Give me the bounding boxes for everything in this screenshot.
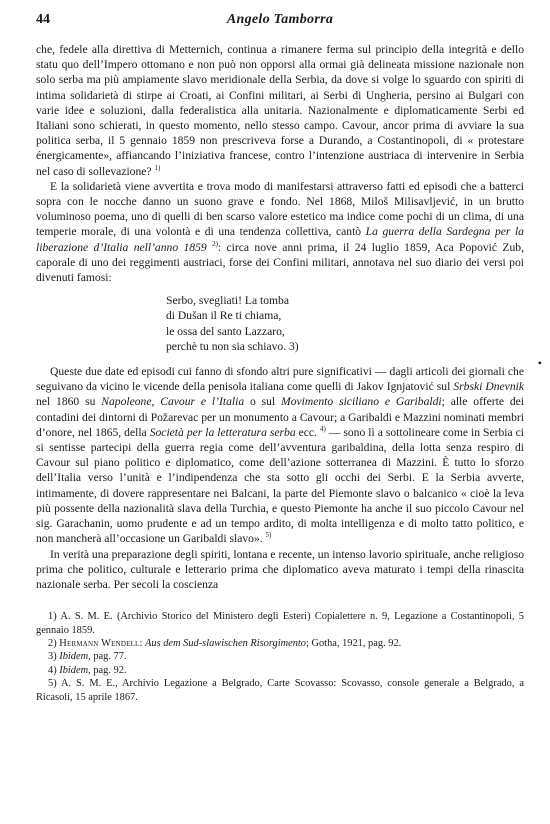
footnote [36, 650, 524, 663]
text-run: 5) A. S. M. E., Archivio Legazione a Belgrado, Carte Scovasso: Scovasso, console generale a Belgrado, a Ricasoli, 15 aprile 1867. [36, 678, 524, 703]
text-run: che, fedele alla direttiva di Metternich, continua a rimanere ferma sul principio della integrità e dello statu quo dell’Impero ottomano e non può non opporsi alla ormai già delineata missione nazionale non solo serba ma più ampiamente slavo meridionale della Serbia, da dove si volge lo sguardo con spiriti di intima solidarietà di stirpe ai Croati, ai Confini militari, ai Serbi di Ungheria, persino ai Bulgari con varie idee e soluzioni, dalla federalistica alla unitaria. Nazionalmente e diplomaticamente Serbi ed Italiani sono schierati, in questo momento, nello stesso campo. Cavour, ancor prima di avviare la sua politica serba, il 5 gennaio 1859 non prescriveva forse a Durando, a Costantinopoli, di « protestare énergicamente», affiancando l’iniziativa francese, contro l’intenzione austriaca di intervenire in Serbia nel caso di sollevazione? [36, 43, 524, 178]
text-run: ecc. [295, 425, 320, 439]
footnotes [36, 610, 524, 704]
italic-title: Ibidem [59, 664, 89, 676]
footnote [36, 610, 524, 637]
text-run: o sul [244, 395, 282, 409]
footnote-ref: 5) [265, 531, 272, 540]
text-run: ; Gotha, 1921, pag. 92. [306, 637, 402, 649]
paragraphs-after-verse [36, 364, 524, 592]
text-run: nel 1860 su [36, 395, 102, 409]
text-run: : [139, 637, 146, 649]
running-head: Angelo Tamborra [226, 12, 334, 27]
verse-line: di Dušan il Re ti chiama, [166, 309, 282, 323]
page-header [36, 12, 524, 34]
footnote [36, 664, 524, 677]
text-run: E la solidarietà viene avvertita e trova modo di manifestarsi attraverso fatti ed episodi che a batterci sopra con le nocche danno un suono grave e fondo. Nel 1868, Miloš Milisavljević, in un brutto voluminoso poema, uno di quelli di ben scarso valore estetico ma indice come pochi di un clima, di una temperie morale, di una volontà e di una tendenza collettiva, cantò [36, 179, 524, 239]
italic-title: Ibidem [59, 651, 89, 663]
margin-mark: • [537, 356, 542, 370]
italic-title: Napoleone, Cavour e l’Italia [101, 395, 245, 409]
footnote [36, 677, 524, 704]
italic-title: Srbski Dnevnik [453, 380, 524, 394]
verse-line: Serbo, svegliati! La tomba [166, 294, 289, 308]
italic-title: Movimento siciliano e Garibaldi [281, 395, 442, 409]
text-run: 2) [48, 637, 60, 649]
italic-title: La guerra della Sardegna per la liberazione d’Italia nell’anno 1859 [36, 225, 524, 254]
italic-title: Aus dem Sud-slawischen Risorgimento [145, 637, 306, 649]
verse-line: le ossa del santo Lazzaro, [166, 324, 285, 338]
page-number: 44 [36, 12, 50, 27]
book-page [36, 12, 524, 704]
paragraphs-before-verse [36, 42, 524, 285]
verse-line: perchè tu non sia schiavo. 3) [166, 339, 299, 353]
text-run: 3) [48, 651, 60, 663]
paragraph [36, 179, 524, 285]
paragraph [36, 364, 524, 546]
text-run: 1) A. S. M. E. (Archivio Storico del Ministero degli Esteri) Copialettere n. 9, Legazione a Costantinopoli, 5 gennaio 1859. [36, 611, 524, 636]
footnote [36, 637, 524, 650]
footnote-ref: 4) [319, 425, 326, 434]
text-run: : circa nove anni prima, il 24 luglio 1859, Aca Popović Zub, caporale di uno dei reggimenti austriaci, forse dei Confini militari, annotava nel suo diario dei versi poi divenuti famosi: [36, 240, 524, 285]
footnote-ref: 1) [154, 163, 161, 172]
verse-quote [166, 293, 524, 354]
paragraph [36, 547, 524, 593]
text-run: 4) [48, 664, 60, 676]
text-run: Queste due date ed episodi cui fanno di sfondo altri pure significativi — dagli articoli dei giornali che seguivano da vicino le vicende della penisola italiana come quelli di Jakov Ignjatović sul [36, 365, 524, 394]
italic-title: Società per la letteratura serba [149, 425, 296, 439]
text-run: — sono lì a sottolineare come in Serbia ci si sentisse partecipi della guerra regia come dell’avventura garibaldina, della lotta senza respiro di Cavour sul piano politico e diplomatico, come dell’azione sotterranea di Mazzini. È tutto lo sforzo dell’Italia verso l’unità e l’indipendenza che sta sotto gli occhi dei Serbi. E la Serbia avverte, intimamente, di dovere rappresentare nei Balcani, la parte del Piemonte slavo o balcanico « cioè la leva più possente della nazionalità slava della Turchia, e questo Piemonte ha anche il suo piccolo Cavour nel sig. Garachanin, uomo prudente e ad un tempo ardito, di molta intelligenza e di molto tatto politico, e non mancherà all’occasione un Garibaldi slavo». [36, 425, 524, 546]
author-name: Hermann Wendell [59, 637, 140, 649]
text-run: , pag. 77. [88, 651, 127, 663]
text-run: ; alle offerte dei contadini dei dintorni di Požarevac per un monumento a Cavour; a Garibaldi e Mazzini nominati membri d’onore, nel 1865, della [36, 395, 525, 439]
main-text [36, 42, 524, 592]
text-run: , pag. 92. [88, 664, 127, 676]
paragraph [36, 42, 524, 179]
text-run: In verità una preparazione degli spiriti, lontana e recente, un intenso lavorio spirituale, anche religioso prima che politico, culturale e letterario prima che diplomatico aveva maturato i tempi della rinascita nazionale serba. Per secoli la coscienza [36, 547, 524, 591]
footnote-ref: 2) [212, 239, 218, 248]
